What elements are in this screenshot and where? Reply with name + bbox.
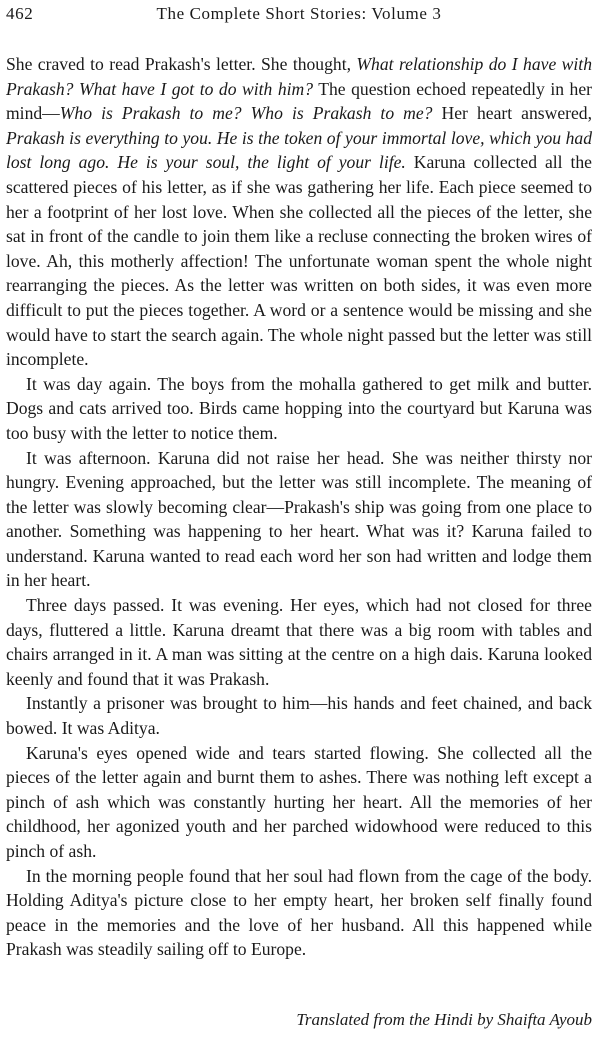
translator-credit: Translated from the Hindi by Shaifta Ayoub	[296, 1010, 592, 1029]
paragraph	[6, 691, 592, 740]
italic-text: Who is Prakash to me? Who is Prakash to me?	[59, 103, 433, 124]
book-title: The Complete Short Stories: Volume 3	[156, 4, 442, 23]
text-segment: Three days passed. It was evening. Her eyes, which had not closed for three days, fluttered a little. Karuna dreamt that there was a big room with tables and chairs arranged in it. A man was sitting at the centre on a high dais. Karuna looked keenly and found that it was Prakash.	[6, 595, 592, 689]
paragraph	[6, 52, 592, 372]
paragraph	[6, 446, 592, 594]
text-segment: In the morning people found that her soul had flown from the cage of the body. Holding Aditya's picture close to her empty heart, her broken self finally found peace in the memories and the love of her husband. All this happened while Prakash was steadily sailing off to Europe.	[6, 865, 592, 960]
paragraph	[6, 593, 592, 691]
text-segment: It was afternoon. Karuna did not raise her head. She was neither thirsty nor hungry. Evening approached, but the letter was still incomplete. The meaning of the letter was slowly becoming clear—Prakash's ship was going from one place to another. Something was happening to her heart. What was it? Karuna failed to understand. Karuna wanted to read each word her son had written and lodge them in her heart.	[6, 447, 592, 591]
text-segment: Her heart answered,	[432, 103, 593, 124]
text-segment: Karuna collected all the scattered pieces of his letter, as if she was gathering her life. Each piece seemed to her a footprint of her lost love. When she collected all the pieces of the letter, she sat in front of the candle to join them like a recluse connecting the broken wires of love. Ah, this motherly affection! The unfortunate woman spent the whole night rearranging the pieces. As the letter was written on both sides, it was even more difficult to put the pieces together. A word or a sentence would be missing and she would have to start the search again. The whole night passed but the letter was still incomplete.	[6, 152, 592, 370]
text-segment: Karuna's eyes opened wide and tears started flowing. She collected all the pieces of the letter again and burnt them to ashes. There was nothing left except a pinch of ash which was constantly hurting her heart. All the memories of her childhood, her agonized youth and her parched widowhood were reduced to this pinch of ash.	[6, 742, 592, 861]
text-segment: It was day again. The boys from the mohalla gathered to get milk and butter. Dogs and cats arrived too. Birds came hopping into the courtyard but Karuna was too busy with the letter to notice them.	[6, 373, 592, 443]
story-text	[6, 52, 592, 962]
page-number: 462	[6, 4, 34, 23]
paragraph	[6, 372, 592, 446]
italic-text: Prakash is everything to you. He is the token of your immortal love, which you had lost long ago. He is your soul, the light of your life.	[6, 127, 592, 173]
text-segment: Instantly a prisoner was brought to him—his hands and feet chained, and back bowed. It was Aditya.	[6, 693, 592, 739]
italic-text: What relationship do I have with Prakash? What have I got to do with him?	[6, 54, 592, 99]
paragraph	[6, 741, 592, 864]
text-segment: The question echoed repeatedly in her mind—	[6, 78, 593, 124]
text-segment: She craved to read Prakash's letter. She thought,	[6, 54, 357, 74]
running-header	[6, 4, 592, 30]
paragraph	[6, 864, 592, 962]
